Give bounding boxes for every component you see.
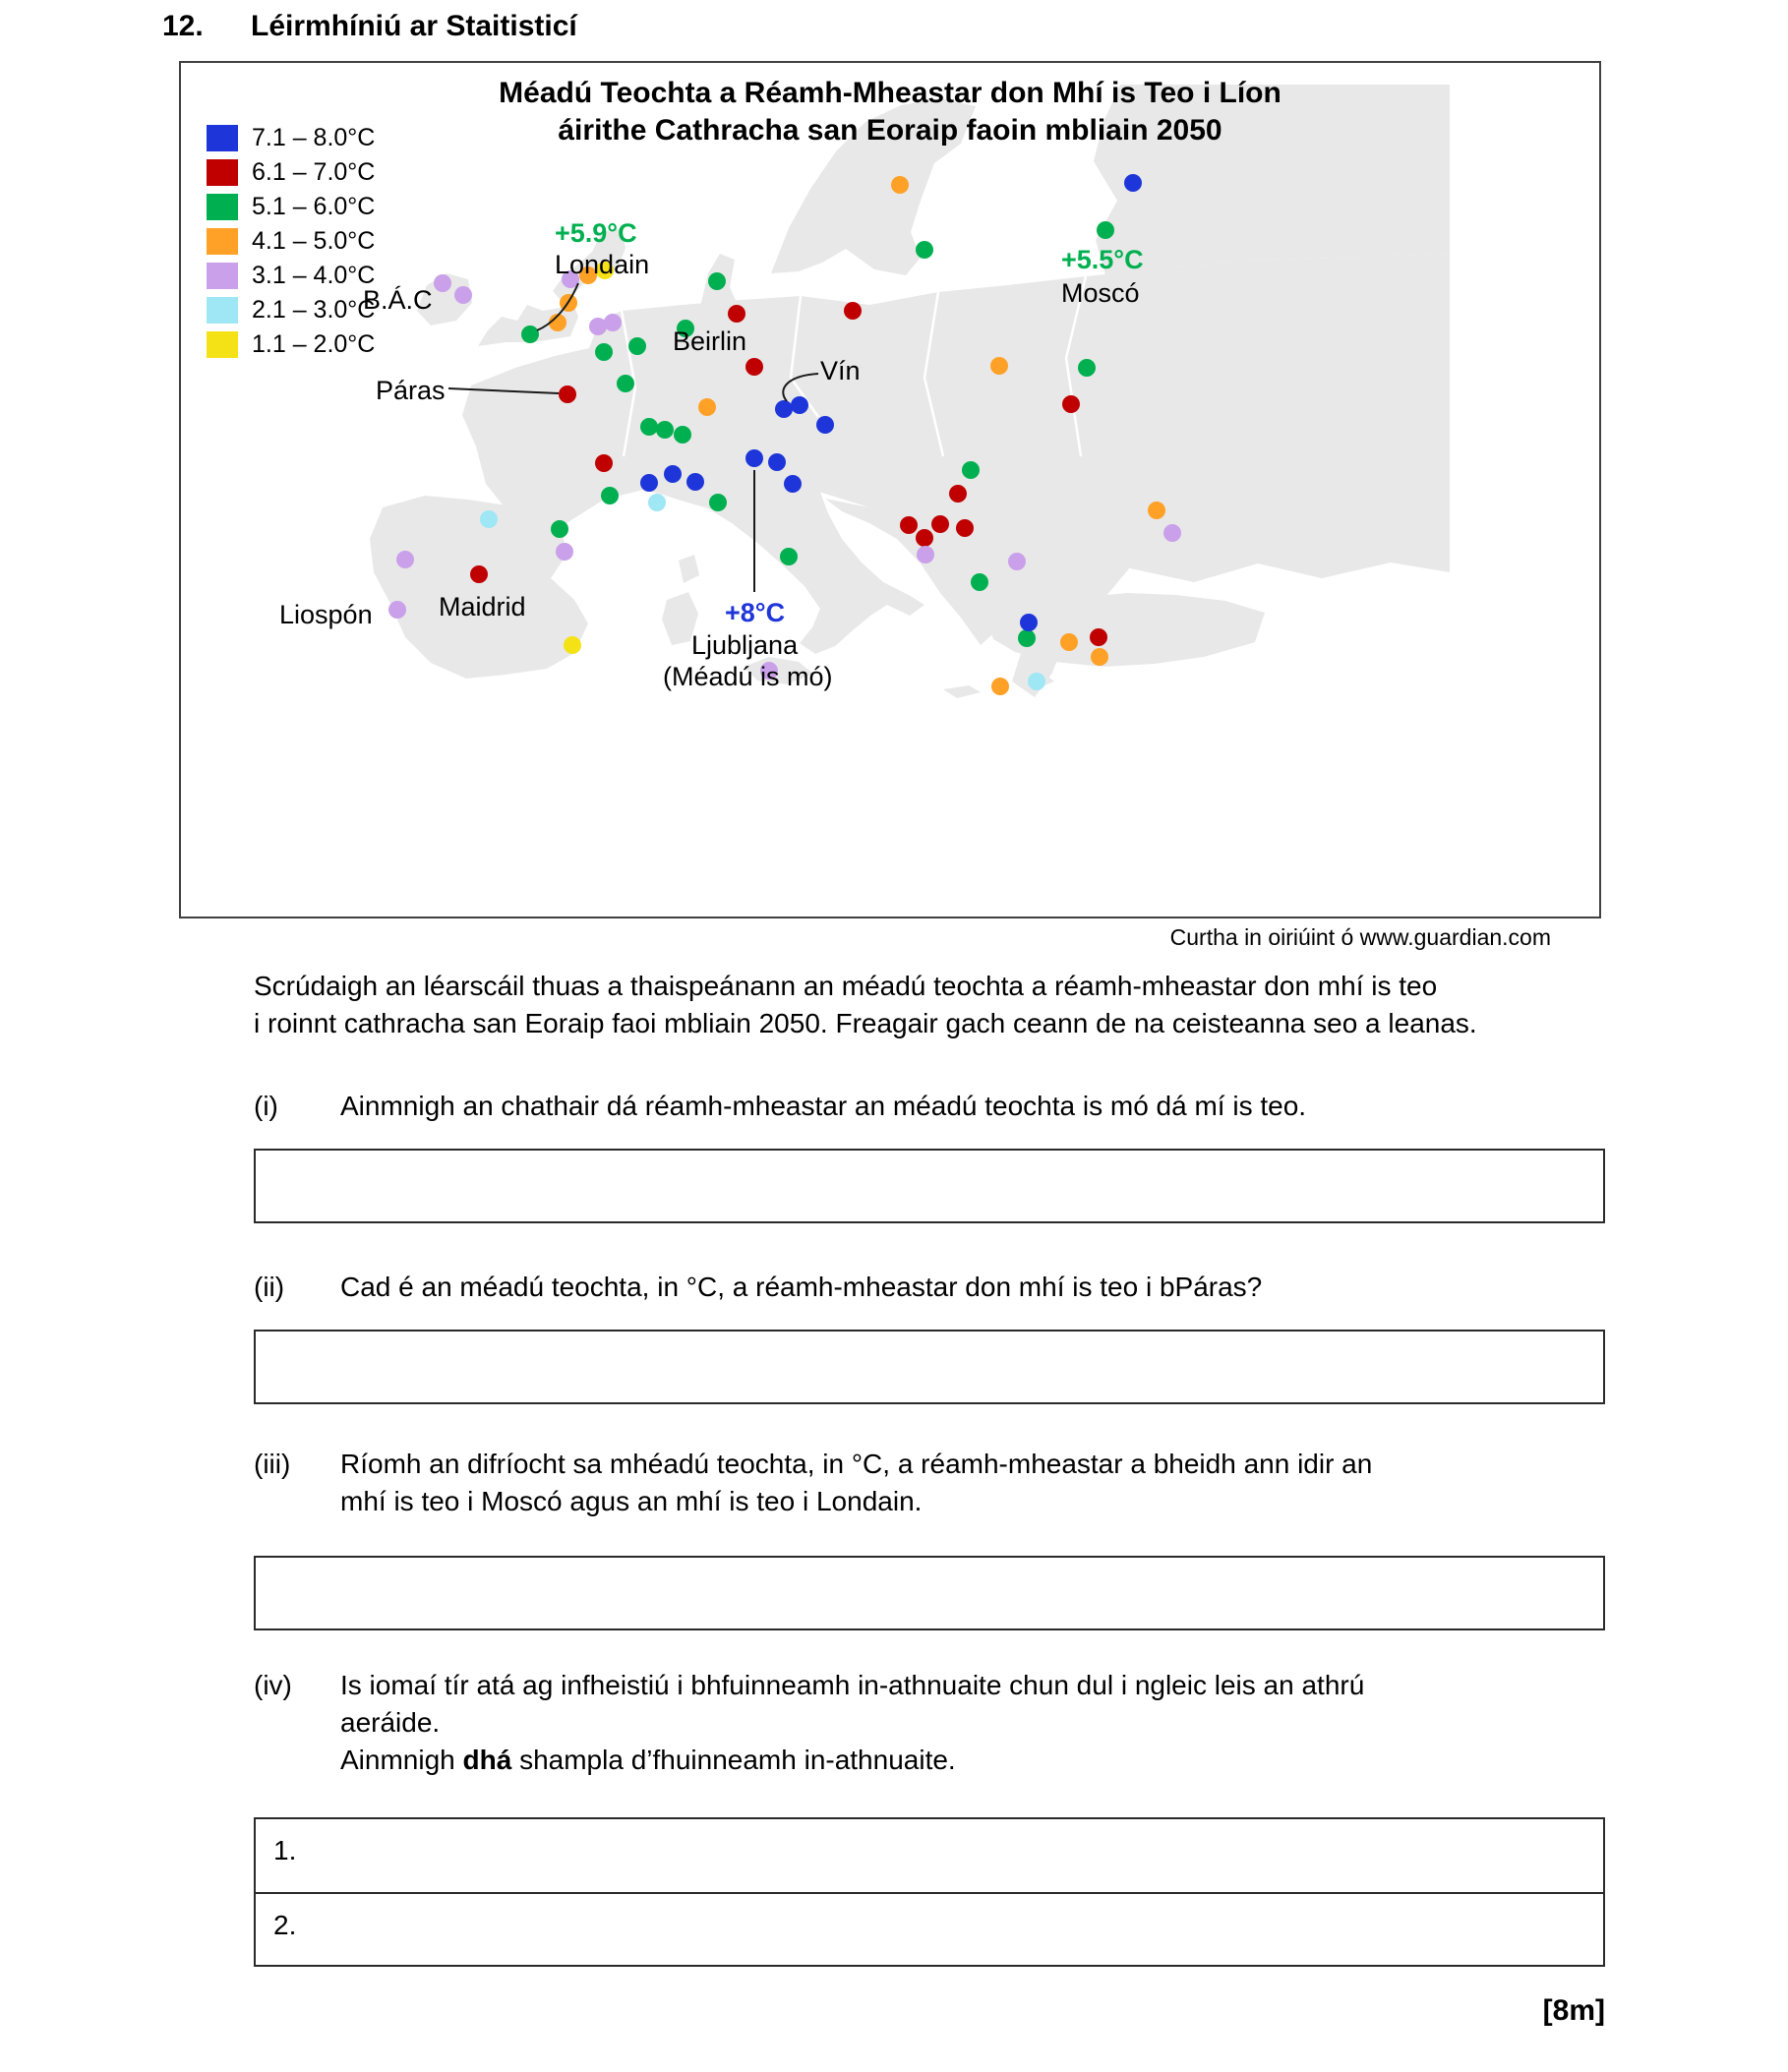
question-iv-line1: Is iomaí tír atá ag infheistiú i bhfuinneamh in-athnuaite chun dul i ngleic leis an athrú	[340, 1670, 1365, 1700]
map-label-dublin: B.Á.C	[363, 285, 433, 315]
map-label-moscow-name: Moscó	[1061, 278, 1140, 308]
answer-box-ii[interactable]	[254, 1330, 1605, 1404]
question-title: Léirmhíniú ar Staitisticí	[251, 10, 577, 42]
question-i-text: Ainmnigh an chathair dá réamh-mheastar an méadú teochta is mó dá mí is teo.	[340, 1091, 1307, 1121]
map-label-ljubljana-name: Ljubljana	[691, 630, 799, 660]
map-label-london-name: Londain	[555, 250, 650, 279]
legend-label: 2.1 – 3.0°C	[252, 296, 376, 324]
question-iv-line3: Ainmnigh dhá shampla d’fhuinneamh in-athnuaite.	[340, 1745, 956, 1775]
map-label-vienna: Vín	[820, 356, 861, 385]
question-iii-line2: mhí is teo i Moscó agus an mhí is teo i Londain.	[340, 1486, 923, 1516]
question-iv-bold-word: dhá	[462, 1745, 512, 1775]
question-iii-text	[340, 1446, 1372, 1520]
question-ii-number: (ii)	[254, 1272, 285, 1302]
question-i	[254, 1088, 1306, 1125]
figure-title-line2: áirithe Cathracha san Eoraip faoin mbliain 2050	[558, 114, 1222, 147]
map-label-ljubljana-temp: +8°C	[725, 598, 786, 627]
marks-label: [8m]	[1542, 1994, 1605, 2027]
question-iii	[254, 1446, 1372, 1520]
figure-title-line1: Méadú Teochta a Réamh-Mheastar don Mhí is Teo i Líon	[499, 77, 1281, 109]
question-i-number: (i)	[254, 1091, 278, 1121]
intro-line1: Scrúdaigh an léarscáil thuas a thaispeánann an méadú teochta a réamh-mheastar don mhí is teo	[254, 971, 1438, 1001]
question-ii-text: Cad é an méadú teochta, in °C, a réamh-mheastar don mhí is teo i bPáras?	[340, 1272, 1263, 1302]
map-annotations	[181, 63, 1599, 917]
question-ii	[254, 1269, 1262, 1306]
map-label-paris: Páras	[376, 376, 446, 405]
intro-line2: i roinnt cathracha san Eoraip faoi mbliain 2050. Freagair gach ceann de na ceisteanna seo a leanas.	[254, 1008, 1477, 1038]
figure-caption: Curtha in oiriúint ó www.guardian.com	[1169, 924, 1551, 950]
figure-map	[179, 61, 1601, 918]
answer-row-2[interactable]: 2.	[256, 1892, 1603, 1965]
map-label-lisbon: Liospón	[279, 600, 373, 629]
question-iv-number: (iv)	[254, 1670, 292, 1700]
map-label-berlin: Beirlin	[673, 326, 747, 356]
legend-label: 5.1 – 6.0°C	[252, 193, 376, 220]
question-iii-number: (iii)	[254, 1449, 291, 1479]
question-number: 12.	[162, 10, 204, 42]
question-iv-text	[340, 1667, 1364, 1779]
answer-box-iv[interactable]	[254, 1817, 1605, 1967]
question-header	[162, 10, 577, 43]
map-label-moscow-temp: +5.5°C	[1061, 245, 1144, 274]
map-label-madrid: Maidrid	[439, 592, 526, 622]
question-iii-line1: Ríomh an difríocht sa mhéadú teochta, in °C, a réamh-mheastar a bheidh ann idir an	[340, 1449, 1373, 1479]
answer-box-i[interactable]	[254, 1149, 1605, 1223]
answer-row-1[interactable]: 1.	[273, 1835, 297, 1865]
legend-label: 4.1 – 5.0°C	[252, 227, 376, 255]
question-iv-line2: aeráide.	[340, 1707, 441, 1738]
legend-label: 7.1 – 8.0°C	[252, 124, 376, 151]
answer-box-iii[interactable]	[254, 1556, 1605, 1630]
legend-label: 1.1 – 2.0°C	[252, 330, 376, 358]
question-iv	[254, 1667, 1364, 1779]
map-label-london-temp: +5.9°C	[555, 218, 637, 248]
legend-label: 3.1 – 4.0°C	[252, 262, 376, 289]
map-label-ljubljana-note: (Méadú is mó)	[663, 662, 833, 691]
intro-text	[254, 968, 1477, 1042]
legend-label: 6.1 – 7.0°C	[252, 158, 376, 186]
